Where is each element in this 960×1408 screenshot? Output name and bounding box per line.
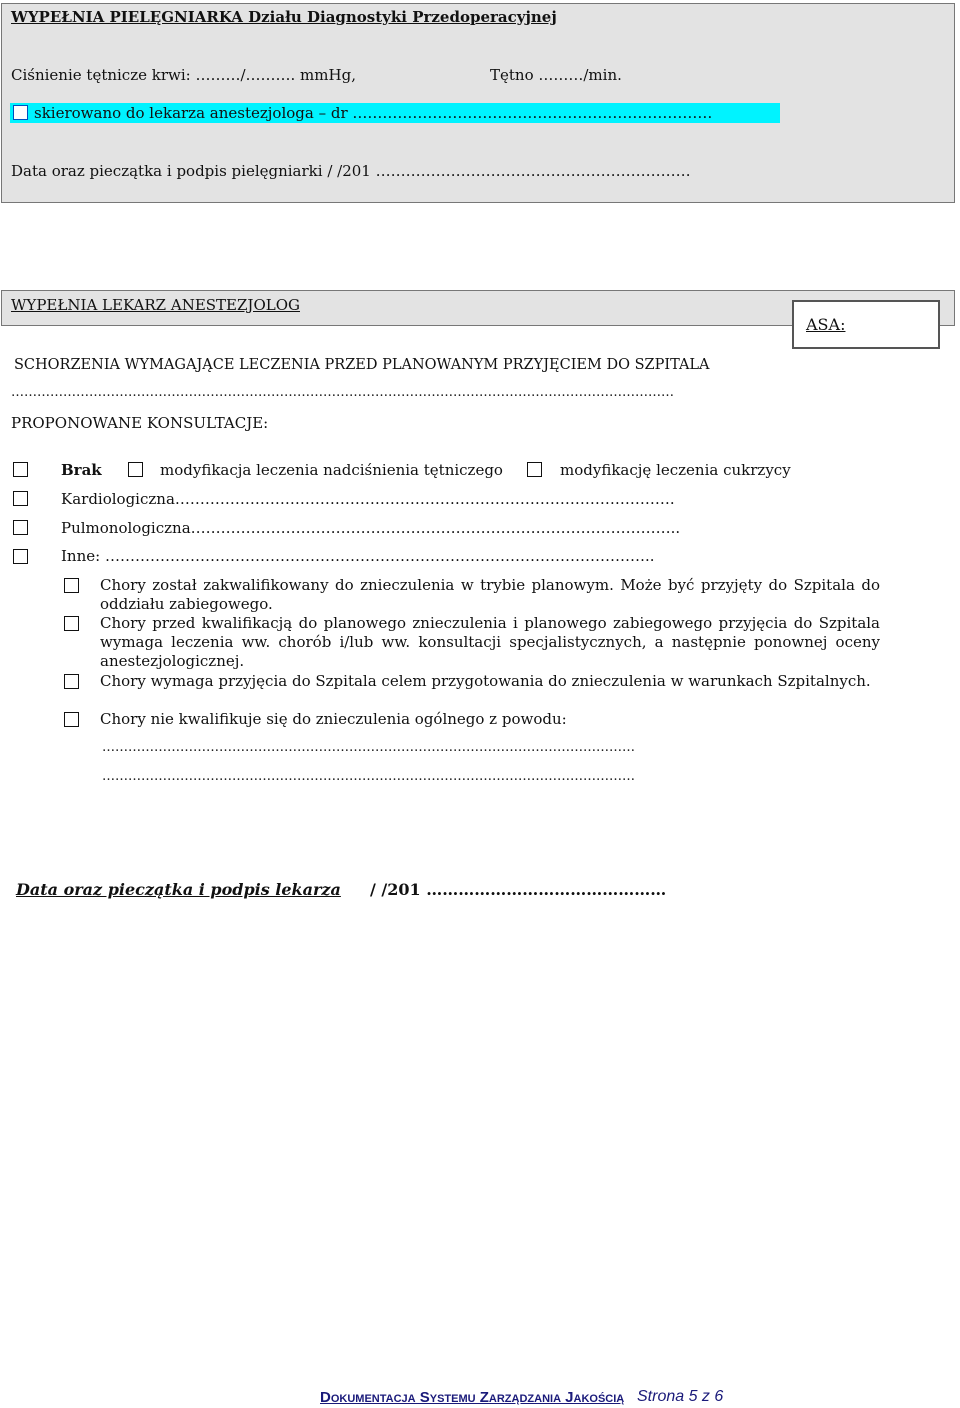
hospital-prep-checkbox[interactable] [64, 674, 79, 689]
cardiology-checkbox[interactable] [13, 491, 28, 506]
asa-label: ASA: [806, 315, 846, 334]
reason-line-2[interactable]: …………………………………………………………………………………………………………… [102, 769, 635, 784]
referral-checkbox[interactable] [13, 105, 28, 120]
reason-line-1[interactable]: …………………………………………………………………………………………………………… [102, 740, 635, 755]
qualification-requires-treatment: Chory przed kwalifikacją do planowego znieczulenia i planowego zabiegowego przyjęcia do Szpitala wymaga leczenia ww. chorób i/lub ww. konsultacji specjalistycznych, a następnie ponownej oceny anestezjologicznej. [100, 614, 880, 670]
cardiology-field[interactable]: Kardiologiczna………………………………………………………………………………………. [61, 490, 675, 508]
hypertension-label: modyfikacja leczenia nadciśnienia tętniczego [160, 461, 503, 479]
anesthesiologist-heading: WYPEŁNIA LEKARZ ANESTEZJOLOG [11, 296, 300, 314]
footer-doc-system: Dokumentacja Systemu Zarządzania Jakością [320, 1389, 625, 1406]
referral-text[interactable]: skierowano do lekarza anestezjologa – dr ……………………………………………………………… [34, 104, 713, 122]
consultations-label: PROPONOWANE KONSULTACJE: [11, 414, 269, 432]
diseases-field[interactable]: ……………………………………………………………………………………………………………………………………… [11, 385, 674, 400]
nurse-signature-line[interactable]: Data oraz pieczątka i podpis pielęgniarki / /201 ……………………………………………………… [11, 162, 691, 180]
pulmonology-checkbox[interactable] [13, 520, 28, 535]
blood-pressure-field[interactable]: Ciśnienie tętnicze krwi: ………/………. mmHg, [11, 66, 356, 84]
qualification-not-qualified: Chory nie kwalifikuje się do znieczulenia ogólnego z powodu: [100, 710, 567, 728]
diseases-label: SCHORZENIA WYMAGAJĄCE LECZENIA PRZED PLANOWANYM PRZYJĘCIEM DO SZPITALA [14, 357, 710, 373]
not-qualified-checkbox[interactable] [64, 712, 79, 727]
diabetes-label: modyfikację leczenia cukrzycy [560, 461, 791, 479]
doctor-signature-date[interactable]: / /201 ……………………………………… [370, 880, 667, 899]
other-field[interactable]: Inne: ……………………………………………………………………………………………….. [61, 547, 655, 565]
other-checkbox[interactable] [13, 549, 28, 564]
brak-label: Brak [61, 461, 102, 479]
footer-page-number: Strona 5 z 6 [637, 1388, 724, 1405]
qualification-hospital-prep: Chory wymaga przyjęcia do Szpitala celem przygotowania do znieczulenia w warunkach Szpitalnych. [100, 672, 871, 690]
hypertension-checkbox[interactable] [128, 462, 143, 477]
pulmonology-field[interactable]: Pulmonologiczna…………………………………………………………………………………….. [61, 519, 681, 537]
qualification-planned: Chory został zakwalifikowany do znieczulenia w trybie planowym. Może być przyjęty do Szpitala do oddziału zabiegowego. [100, 576, 880, 613]
pulse-field[interactable]: Tętno ………/min. [490, 66, 622, 84]
brak-checkbox[interactable] [13, 462, 28, 477]
doctor-signature-label: Data oraz pieczątka i podpis lekarza [16, 880, 341, 899]
nurse-section-heading: WYPEŁNIA PIELĘGNIARKA Działu Diagnostyki Przedoperacyjnej [11, 8, 557, 26]
diabetes-checkbox[interactable] [527, 462, 542, 477]
qualified-checkbox[interactable] [64, 578, 79, 593]
requires-treatment-checkbox[interactable] [64, 616, 79, 631]
